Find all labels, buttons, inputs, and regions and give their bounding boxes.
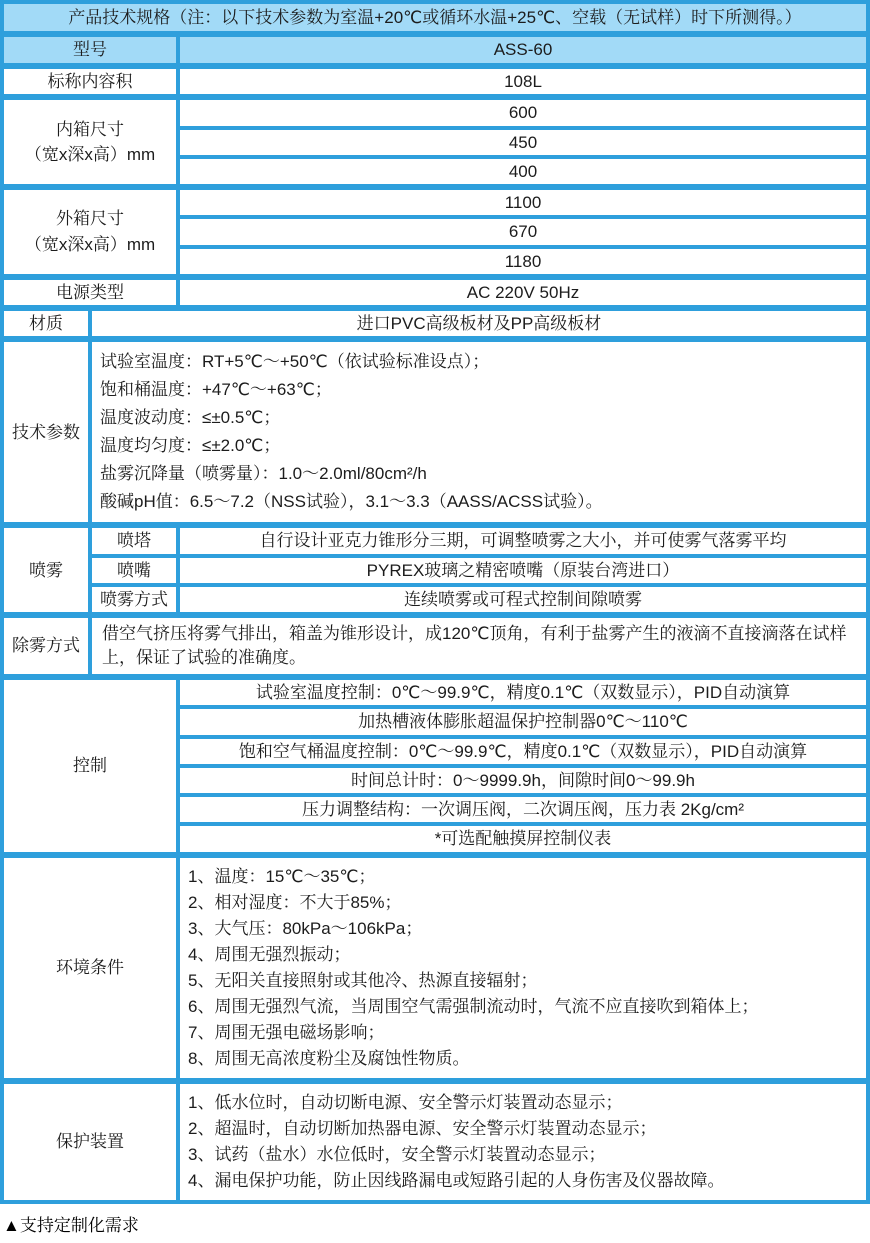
tech-params-section bbox=[4, 342, 866, 522]
protection-content bbox=[180, 1084, 866, 1200]
environment-line: 7、周围无强电磁场影响； bbox=[188, 1022, 385, 1042]
environment-line: 4、周围无强烈振动； bbox=[188, 944, 351, 964]
environment-line: 5、无阳关直接照射或其他冷、热源直接辐射； bbox=[188, 970, 538, 990]
inner-box-depth: 450 bbox=[180, 130, 866, 155]
outer-box-label bbox=[4, 190, 176, 274]
environment-content bbox=[180, 858, 866, 1078]
material-row bbox=[4, 311, 866, 336]
inner-box-label-line1: 内箱尺寸 bbox=[56, 119, 124, 139]
control-row: 加热槽液体膨胀超温保护控制器0℃～110℃ bbox=[180, 709, 866, 734]
outer-box-height: 1180 bbox=[180, 249, 866, 274]
outer-box-width: 1100 bbox=[180, 190, 866, 215]
volume-label: 标称内容积 bbox=[4, 69, 176, 94]
protection-line: 2、超温时，自动切断加热器电源、安全警示灯装置动态显示； bbox=[188, 1118, 657, 1138]
protection-line: 4、漏电保护功能，防止因线路漏电或短路引起的人身伤害及仪器故障。 bbox=[188, 1170, 725, 1190]
power-value: AC 220V 50Hz bbox=[180, 280, 866, 305]
tech-param-line: 温度波动度：≤±0.5℃； bbox=[100, 408, 281, 428]
tech-param-line: 酸碱pH值：6.5～7.2（NSS试验），3.1～3.3（AASS/ACSS试验）。 bbox=[100, 492, 603, 512]
control-row: 试验室温度控制：0℃～99.9℃，精度0.1℃（双数显示），PID自动演算 bbox=[180, 680, 866, 705]
outer-box-label-line1: 外箱尺寸 bbox=[56, 209, 124, 229]
volume-value: 108L bbox=[180, 69, 866, 94]
control-row: 压力调整结构：一次调压阀，二次调压阀，压力表 2Kg/cm² bbox=[180, 797, 866, 822]
defog-section bbox=[4, 618, 866, 674]
inner-box-width: 600 bbox=[180, 100, 866, 125]
power-row bbox=[4, 280, 866, 305]
environment-line: 8、周围无高浓度粉尘及腐蚀性物质。 bbox=[188, 1048, 470, 1068]
model-row bbox=[4, 37, 866, 63]
control-row: *可选配触摸屏控制仪表 bbox=[180, 826, 866, 851]
control-row: 时间总计时：0～9999.9h，间隙时间0～99.9h bbox=[180, 768, 866, 793]
control-row: 饱和空气桶温度控制：0℃～99.9℃，精度0.1℃（双数显示），PID自动演算 bbox=[180, 739, 866, 764]
spray-mode-value: 连续喷雾或可程式控制间隙喷雾 bbox=[180, 587, 866, 612]
environment-line: 1、温度：15℃～35℃； bbox=[188, 866, 376, 886]
environment-section bbox=[4, 858, 866, 1078]
spray-label: 喷雾 bbox=[4, 528, 88, 612]
defog-value: 借空气挤压将雾气排出，箱盖为锥形设计，成120℃顶角，有利于盐雾产生的液滴不直接滴落在试样上，保证了试验的准确度。 bbox=[102, 624, 847, 667]
outer-box-depth: 670 bbox=[180, 219, 866, 244]
environment-line: 6、周围无强烈气流，当周围空气需强制流动时，气流不应直接吹到箱体上； bbox=[188, 996, 759, 1016]
model-label: 型号 bbox=[4, 37, 176, 63]
tech-param-line: 试验室温度：RT+5℃～+50℃（依试验标准设点）； bbox=[100, 352, 490, 372]
tech-params-content bbox=[92, 342, 866, 522]
inner-box-height: 400 bbox=[180, 159, 866, 184]
environment-line: 2、相对湿度：不大于85%； bbox=[188, 892, 402, 912]
spray-tower-value: 自行设计亚克力锥形分三期，可调整喷雾之大小，并可使雾气落雾平均 bbox=[180, 528, 866, 553]
protection-line: 1、低水位时，自动切断电源、安全警示灯装置动态显示； bbox=[188, 1092, 623, 1112]
title-section bbox=[4, 4, 866, 31]
model-value: ASS-60 bbox=[180, 37, 866, 63]
spray-mode-label: 喷雾方式 bbox=[92, 587, 176, 612]
inner-box-section bbox=[4, 100, 866, 184]
customization-note: ▲支持定制化需求 bbox=[3, 1215, 139, 1235]
tech-param-line: 饱和桶温度：+47℃～+63℃； bbox=[100, 380, 332, 400]
inner-box-label-line2: （宽x深x高）mm bbox=[24, 145, 156, 165]
protection-section bbox=[4, 1084, 866, 1200]
environment-label: 环境条件 bbox=[4, 858, 176, 1078]
tech-params-label: 技术参数 bbox=[4, 342, 88, 522]
protection-label: 保护装置 bbox=[4, 1084, 176, 1200]
power-label: 电源类型 bbox=[4, 280, 176, 305]
spray-section bbox=[4, 528, 866, 612]
volume-row bbox=[4, 69, 866, 94]
environment-line: 3、大气压：80kPa～106kPa； bbox=[188, 918, 423, 938]
control-label: 控制 bbox=[4, 680, 176, 852]
defog-label: 除雾方式 bbox=[4, 618, 88, 674]
material-value: 进口PVC高级板材及PP高级板材 bbox=[92, 311, 866, 336]
outer-box-label-line2: （宽x深x高）mm bbox=[24, 234, 156, 254]
control-section bbox=[4, 680, 866, 852]
outer-box-section bbox=[4, 190, 866, 274]
spray-nozzle-label: 喷嘴 bbox=[92, 558, 176, 583]
tech-param-line: 温度均匀度：≤±2.0℃； bbox=[100, 436, 281, 456]
spray-nozzle-value: PYREX玻璃之精密喷嘴（原装台湾进口） bbox=[180, 558, 866, 583]
spray-tower-label: 喷塔 bbox=[92, 528, 176, 553]
material-label: 材质 bbox=[4, 311, 88, 336]
table-title: 产品技术规格（注：以下技术参数为室温+20℃或循环水温+25℃、空载（无试样）时下所测得。） bbox=[4, 4, 866, 31]
tech-param-line: 盐雾沉降量（喷雾量）：1.0～2.0ml/80cm²/h bbox=[100, 464, 427, 484]
protection-line: 3、试药（盐水）水位低时，安全警示灯装置动态显示； bbox=[188, 1144, 606, 1164]
inner-box-label bbox=[4, 100, 176, 184]
